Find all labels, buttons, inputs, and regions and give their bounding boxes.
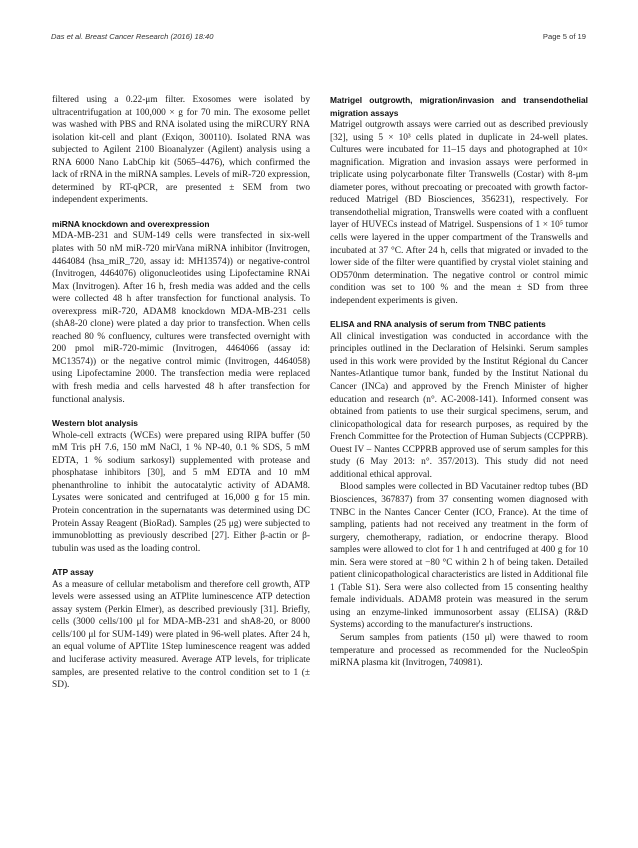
right-column [330, 94, 588, 670]
page-number: Page 5 of 19 [542, 32, 586, 41]
paragraph-atp-assay: As a measure of cellular metabolism and therefore cell growth, ATP levels were assessed using an ATPlite luminescence ATP detection assay system (Perkin Elmer), as described previously [31]. Briefly, cells (3000 cells/100 μl for MDA-MB-231 and shA8-20, or 8000 cells/100 μl for SUM-149) were plated in 96-well plates. After 24 h, an equal volume of APTlite 1Step luminescence reagent was added and luciferase activity measured. Average ATP levels, for triplicate samples, are presented relative to the control condition set to 1 (± SD). [52, 579, 310, 691]
paragraph-exosome: filtered using a 0.22-μm filter. Exosomes were isolated by ultracentrifugation at 100,000 × g for 70 min. The exosome pellet was washed with PBS and RNA isolated using the miRCURY RNA isolation kit-cell and plant (Exiqon, 300110). Isolated RNA was subjected to Agilent 2100 Bioanalyzer (Agilent) analysis using a RNA 6000 Nano LabChip kit (5065–4476), which confirmed the lack of rRNA in the miRNA samples. Levels of miR-720 expression, determined by RT-qPCR, are presented ± SEM from two independent experiments. [52, 95, 310, 206]
heading-mirna-knockdown: miRNA knockdown and overexpression [52, 218, 210, 229]
paragraph-mirna-knockdown: MDA-MB-231 and SUM-149 cells were transfected in six-well plates with 50 nM miR-720 mirVana miRNA inhibitor (Invitrogen, 4464084 (hsa_miR_720, assay id: MH13574)) or negative-control (Invitrogen, 4464076) oligonucleotides using Lipofectamine RNAi Max (Invitrogen). After 16 h, fresh media was added and the cells were collected 48 h after transfection for functional analysis. To overexpress miR-720, ADAM8 knockdown MDA-MB-231 cells (shA8-20 clone) were plated a day prior to transfection. When cells reached 80 % confluency, cultures were transfected overnight with 200 pmol miR-720-mimic (Invitrogen, 4464066 (assay id: MC13574)) or the negative control mimic (Invitrogen, 4464058) using Lipofectamine 2000. The transfection media were replaced with fresh media and cells harvested 48 h after transfection for functional analysis. [52, 231, 310, 405]
heading-western-blot: Western blot analysis [52, 418, 138, 429]
running-head [51, 32, 586, 41]
paragraph-elisa-serum: Serum samples from patients (150 μl) were thawed to room temperature and processed as recommended for the NucleoSpin miRNA plasma kit (Invitrogen, 740981). [330, 632, 588, 669]
paragraph-elisa-blood: Blood samples were collected in BD Vacutainer redtop tubes (BD Biosciences, 367837) from 37 consenting women diagnosed with TNBC in the Nantes Cancer Center (ICO, France). At the time of sampling, patients had not received any treatment in the form of surgery, chemotherapy, radiation, or endocrine therapy. Blood samples were allowed to clot for 1 h and centrifuged at 400 g for 10 min. Sera were stored at −80 °C within 2 h of being taken. Detailed patient clinicopathological characteristics are listed in Additional file 1 (Table S1). Sera were also collected from 15 consenting healthy female individuals. ADAM8 protein was measured in the serum using an enzyme-linked immunosorbent assay (ELISA) (R&D Systems) according to the manufacturer's instructions. [330, 482, 588, 631]
paragraph-western-blot: Whole-cell extracts (WCEs) were prepared using RIPA buffer (50 mM Tris pH 7.6, 150 mM NaCl, 1 % NP-40, 0.1 % SDS, 5 mM EDTA, 1 % sodium sarkosyl) supplemented with protease and phosphatase inhibitors [30], and 5 mM EDTA and 10 mM phenanthroline to inhibit the autocatalytic activity of ADAM8. Lysates were sonicated and centrifuged at 16,000 g for 15 min. Protein concentration in the supernatants was determined using DC Protein Assay Reagent (BioRad). Samples (25 μg) were subjected to immunoblotting as previously described [27]. Either β-actin or β-tubulin was used as the loading control. [52, 430, 310, 554]
left-column [52, 94, 310, 692]
paragraph-matrigel: Matrigel outgrowth assays were carried out as described previously [32], using 5 × 10³ cells plated in duplicate in 24-well plates. Cultures were incubated for 11–15 days and photographed at 10× magnification. Migration and invasion assays were performed in triplicate using polycarbonate filter Transwells (Costar) with 8-μm diameter pores, without precoating or precoated with growth factor-reduced Matrigel (BD Biosciences, 356231), respectively. For transendothelial migration, Transwells were coated with a confluent layer of HUVECs instead of Matrigel. Suspensions of 1 × 10⁵ tumor cells were layered in the upper compartment of the Transwells and incubated at 37 °C. After 24 h, cells that migrated or invaded to the lower side of the filter were quantified by crystal violet staining and OD570nm determination. The negative control or control mimic condition was set to 100 % and the mean ± SD from three independent experiments is given. [330, 120, 588, 306]
heading-elisa: ELISA and RNA analysis of serum from TNBC patients [330, 319, 546, 330]
heading-atp-assay: ATP assay [52, 567, 94, 578]
paragraph-elisa-ethics: All clinical investigation was conducted in accordance with the principles outlined in the Declaration of Helsinki. Serum samples used in this work were provided by the Institut Régional du Cancer Nantes-Atlantique tumor bank, funded by the Institut National du Cancer (INCa) and approved by the French Minister of higher education and research (n°. AC-2008-141). Informed consent was obtained from patients to use their surgical specimens, serum, and clinicopathological data for research purposes, as required by the French Committee for the Protection of Human Subjects (CCPPRB). Ouest IV – Nantes CCPPRB approved use of serum samples for this study (6 May 2013: n°. 357/2013). This study did not need additional ethical approval. [330, 331, 588, 480]
heading-matrigel: Matrigel outgrowth, migration/invasion and transendothelial migration assays [330, 95, 588, 118]
journal-citation: Das et al. Breast Cancer Research (2016) 18:40 [51, 32, 214, 41]
